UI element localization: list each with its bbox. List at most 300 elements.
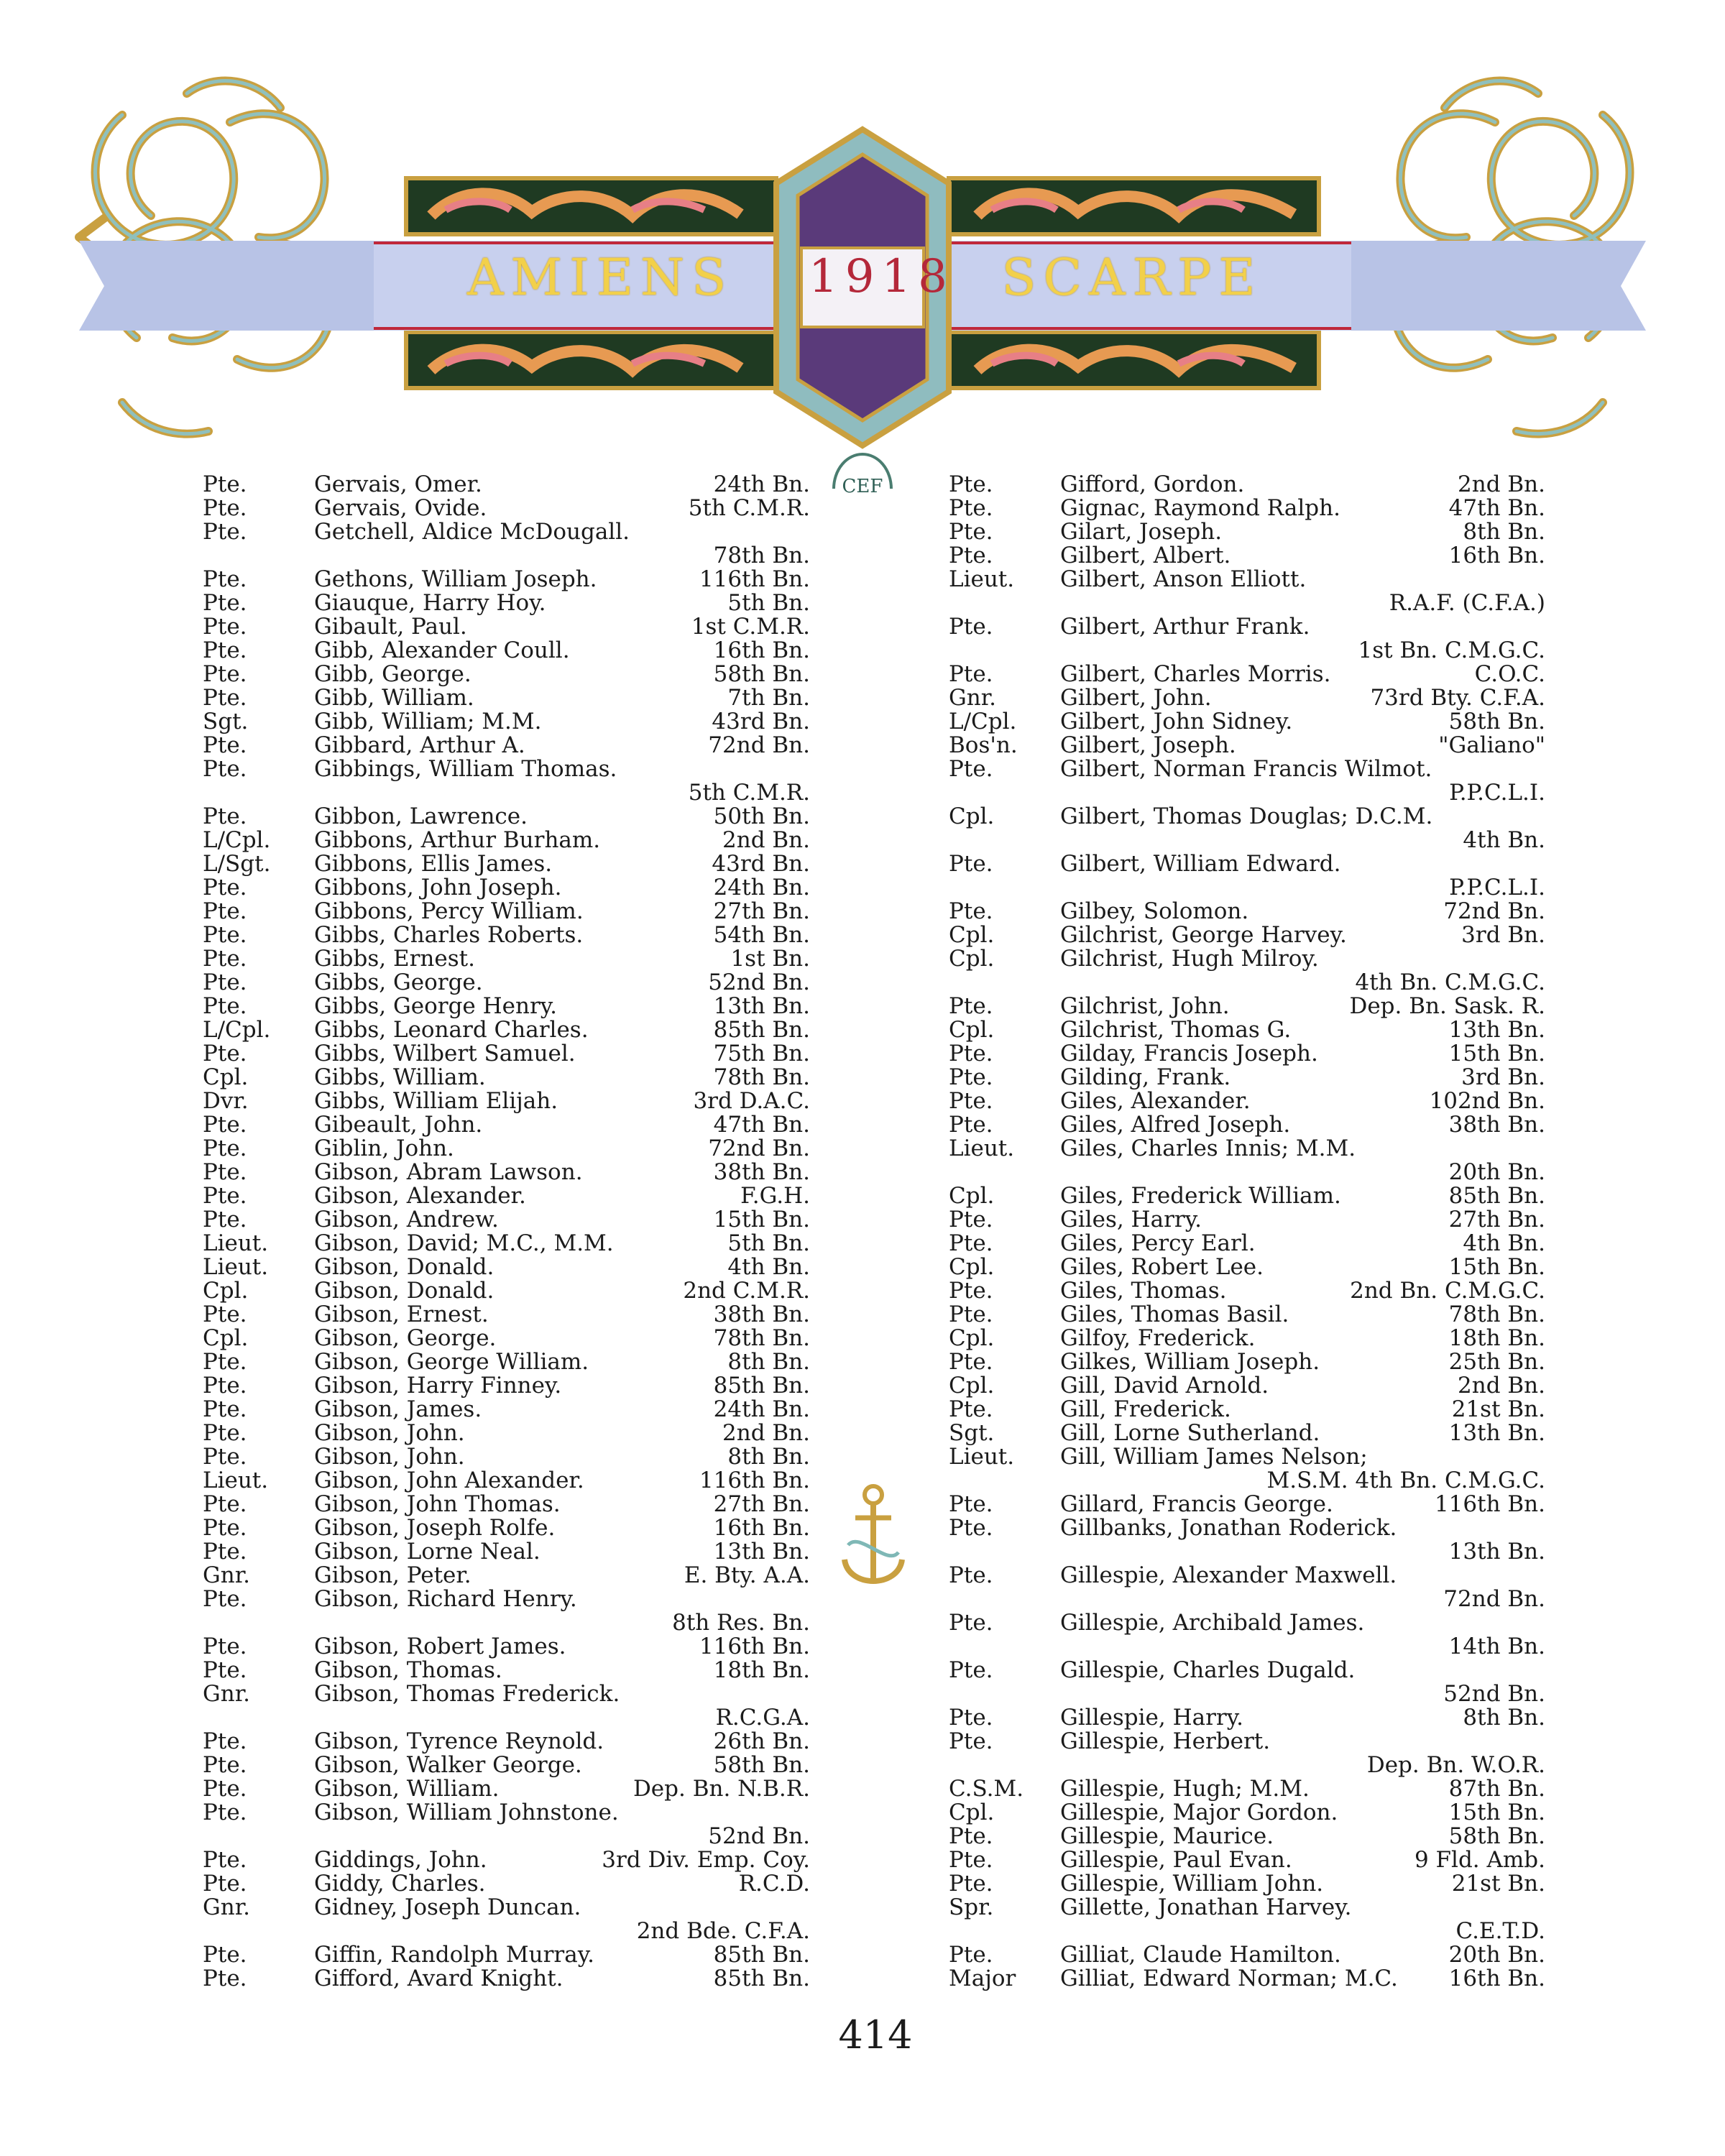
soldier-name: Giles, Thomas. — [1060, 1278, 1227, 1304]
roll-entry — [949, 1184, 1545, 1208]
soldier-name: Gibson, David; M.C., M.M. — [314, 1230, 614, 1256]
rank: Lieut. — [949, 1444, 1015, 1470]
soldier-name: Gervais, Ovide. — [314, 495, 487, 521]
unit: 8th Bn. — [727, 1444, 810, 1470]
unit: R.C.D. — [738, 1871, 810, 1897]
rank: Pte. — [203, 566, 247, 592]
rank: Sgt. — [203, 709, 249, 734]
unit: 20th Bn. — [1448, 1159, 1545, 1185]
soldier-name: Gibbings, William Thomas. — [314, 756, 617, 782]
leaf-panel-bottom-left — [406, 332, 776, 388]
roll-entry — [203, 995, 810, 1018]
unit: 72nd Bn. — [708, 732, 810, 758]
rank: Lieut. — [949, 1135, 1015, 1161]
rank: Pte. — [203, 471, 247, 497]
rank: Pte. — [949, 1278, 993, 1304]
unit: 2nd Bde. C.F.A. — [636, 1918, 810, 1944]
roll-entry-continuation — [949, 1469, 1545, 1493]
roll-entry — [203, 1635, 810, 1659]
rank: Pte. — [203, 803, 247, 829]
rank: Gnr. — [203, 1562, 250, 1588]
soldier-name: Gibb, William. — [314, 685, 474, 711]
roll-entry — [203, 852, 810, 876]
soldier-name: Gibson, Richard Henry. — [314, 1586, 577, 1612]
unit: 24th Bn. — [713, 1396, 810, 1422]
roll-entry-continuation — [203, 1611, 810, 1635]
rank: Pte. — [949, 1657, 993, 1683]
unit: C.E.T.D. — [1455, 1918, 1545, 1944]
unit: 78th Bn. — [713, 1064, 810, 1090]
unit: 3rd Div. Emp. Coy. — [602, 1847, 810, 1873]
soldier-name: Gibson, Harry Finney. — [314, 1373, 562, 1399]
unit: 4th Bn. C.M.G.C. — [1355, 969, 1545, 995]
unit: 38th Bn. — [713, 1302, 810, 1327]
soldier-name: Gibson, John. — [314, 1444, 465, 1470]
unit: E. Bty. A.A. — [684, 1562, 810, 1588]
roll-entry-continuation — [949, 1920, 1545, 1943]
rank: Pte. — [203, 685, 247, 711]
unit: 16th Bn. — [1448, 543, 1545, 568]
rank: Gnr. — [949, 685, 996, 711]
unit: 8th Bn. — [727, 1349, 810, 1375]
roll-entry — [203, 686, 810, 710]
roll-entry — [203, 1232, 810, 1256]
roll-entry — [203, 663, 810, 686]
roll-entry — [203, 568, 810, 591]
roll-entry — [949, 1398, 1545, 1422]
unit: 78th Bn. — [713, 1325, 810, 1351]
roll-entry — [203, 1943, 810, 1967]
unit: 75th Bn. — [713, 1041, 810, 1067]
unit: 16th Bn. — [713, 637, 810, 663]
soldier-name: Gibson, Peter. — [314, 1562, 472, 1588]
rank: Cpl. — [949, 1254, 995, 1280]
unit: 15th Bn. — [713, 1207, 810, 1233]
roll-entry — [949, 1896, 1545, 1920]
unit: 16th Bn. — [1448, 1966, 1545, 1991]
unit: 72nd Bn. — [1443, 1586, 1545, 1612]
unit: 52nd Bn. — [1443, 1681, 1545, 1707]
unit: 43rd Bn. — [712, 851, 810, 877]
soldier-name: Gibbon, Lawrence. — [314, 803, 528, 829]
soldier-name: Gilbert, John. — [1060, 685, 1212, 711]
roll-entry — [949, 734, 1545, 757]
roll-entry — [203, 1872, 810, 1896]
rank: Major — [949, 1966, 1016, 1991]
rank: Pte. — [203, 1776, 247, 1802]
roll-entry — [949, 995, 1545, 1018]
soldier-name: Gill, David Arnold. — [1060, 1373, 1269, 1399]
roll-entry — [949, 1777, 1545, 1801]
roll-entry-continuation — [203, 1706, 810, 1730]
rank: Pte. — [203, 519, 247, 545]
unit: C.O.C. — [1474, 661, 1545, 687]
rank: Pte. — [203, 1515, 247, 1541]
rank: Pte. — [203, 1847, 247, 1873]
roll-entry — [949, 923, 1545, 947]
unit: Dep. Bn. N.B.R. — [632, 1776, 810, 1802]
rank: Pte. — [203, 614, 247, 640]
soldier-name: Giddy, Charles. — [314, 1871, 486, 1897]
rank: Pte. — [949, 1562, 993, 1588]
roll-entry — [203, 1754, 810, 1777]
rank: Pte. — [203, 661, 247, 687]
soldier-name: Giblin, John. — [314, 1135, 454, 1161]
unit: 3rd Bn. — [1461, 922, 1545, 948]
soldier-name: Gibson, Thomas Frederick. — [314, 1681, 620, 1707]
rank: Cpl. — [949, 1325, 995, 1351]
unit: 5th C.M.R. — [688, 780, 810, 806]
unit: 116th Bn. — [699, 566, 810, 592]
soldier-name: Gilchrist, Thomas G. — [1060, 1017, 1292, 1043]
unit: 18th Bn. — [1448, 1325, 1545, 1351]
roll-entry — [203, 1161, 810, 1184]
soldier-name: Gibault, Paul. — [314, 614, 467, 640]
roll-entry — [203, 1445, 810, 1469]
roll-entry — [949, 1706, 1545, 1730]
unit: 3rd Bn. — [1461, 1064, 1545, 1090]
soldier-name: Gibson, John. — [314, 1420, 465, 1446]
unit: 21st Bn. — [1451, 1871, 1545, 1897]
rank: Dvr. — [203, 1088, 249, 1114]
rank: Pte. — [949, 1728, 993, 1754]
soldier-name: Giffin, Randolph Murray. — [314, 1942, 594, 1968]
unit: M.S.M. 4th Bn. C.M.G.C. — [1266, 1468, 1545, 1493]
soldier-name: Giddings, John. — [314, 1847, 487, 1873]
unit: 5th Bn. — [727, 590, 810, 616]
soldier-name: Gibbs, Wilbert Samuel. — [314, 1041, 576, 1067]
leaf-panel-top-left — [406, 178, 776, 234]
soldier-name: Gibson, Lorne Neal. — [314, 1539, 540, 1565]
rank: Pte. — [203, 590, 247, 616]
soldier-name: Gibson, Abram Lawson. — [314, 1159, 583, 1185]
unit: 4th Bn. — [1463, 1230, 1545, 1256]
unit: 20th Bn. — [1448, 1942, 1545, 1968]
roll-entry-continuation — [203, 544, 810, 568]
rank: Lieut. — [203, 1230, 269, 1256]
soldier-name: Gibson, John Thomas. — [314, 1491, 561, 1517]
unit: 58th Bn. — [1448, 709, 1545, 734]
roll-entry — [949, 1825, 1545, 1848]
roll-entry — [203, 1540, 810, 1564]
cef-monogram: CEF — [842, 476, 883, 497]
soldier-name: Gibson, Donald. — [314, 1254, 494, 1280]
rank: Cpl. — [203, 1064, 249, 1090]
unit: 52nd Bn. — [708, 969, 810, 995]
soldier-name: Gibbs, William. — [314, 1064, 486, 1090]
rank: Bos'n. — [949, 732, 1018, 758]
roll-entry — [203, 805, 810, 829]
rank: Pte. — [949, 1349, 993, 1375]
rank: Pte. — [203, 1942, 247, 1968]
roll-entry-continuation — [949, 1635, 1545, 1659]
soldier-name: Gignac, Raymond Ralph. — [1060, 495, 1340, 521]
rank: Cpl. — [203, 1278, 249, 1304]
unit: R.C.G.A. — [715, 1705, 810, 1731]
unit: 24th Bn. — [713, 471, 810, 497]
roll-entry — [203, 947, 810, 971]
roll-entry — [203, 734, 810, 757]
soldier-name: Gibbons, John Joseph. — [314, 875, 562, 900]
rank: Pte. — [203, 1041, 247, 1067]
roll-entry — [203, 1516, 810, 1540]
unit: 5th Bn. — [727, 1230, 810, 1256]
soldier-name: Gibbs, Charles Roberts. — [314, 922, 584, 948]
soldier-name: Gibson, John Alexander. — [314, 1468, 584, 1493]
unit: 24th Bn. — [713, 875, 810, 900]
roll-entry — [949, 852, 1545, 876]
soldier-name: Gill, Frederick. — [1060, 1396, 1231, 1422]
rank: Pte. — [949, 1871, 993, 1897]
unit: 1st Bn. C.M.G.C. — [1358, 637, 1545, 663]
soldier-name: Gibbs, William Elijah. — [314, 1088, 558, 1114]
roll-entry — [949, 1089, 1545, 1113]
roll-entry — [203, 757, 810, 781]
roll-entry — [203, 1018, 810, 1042]
roll-entry — [203, 1350, 810, 1374]
rank: Pte. — [203, 1491, 247, 1517]
unit: 2nd Bn. C.M.G.C. — [1350, 1278, 1545, 1304]
rank: Pte. — [949, 1396, 993, 1422]
roll-entry — [949, 1374, 1545, 1398]
rank: Pte. — [203, 1586, 247, 1612]
soldier-name: Gillespie, Harry. — [1060, 1705, 1243, 1731]
unit: 72nd Bn. — [708, 1135, 810, 1161]
roll-column-right — [949, 473, 1545, 1991]
roll-entry — [203, 1422, 810, 1445]
unit: P.P.C.L.I. — [1449, 780, 1545, 806]
soldier-name: Gillespie, William John. — [1060, 1871, 1324, 1897]
roll-entry — [949, 805, 1545, 829]
roll-entry — [203, 1042, 810, 1066]
soldier-name: Gibbons, Ellis James. — [314, 851, 553, 877]
rank: Pte. — [203, 898, 247, 924]
unit: 85th Bn. — [713, 1966, 810, 1991]
rank: Pte. — [203, 1539, 247, 1565]
roll-entry — [203, 876, 810, 900]
roll-entry-continuation — [949, 876, 1545, 900]
soldier-name: Gibson, Tyrence Reynold. — [314, 1728, 604, 1754]
unit: 47th Bn. — [713, 1112, 810, 1138]
unit: 14th Bn. — [1448, 1634, 1545, 1659]
soldier-name: Giles, Thomas Basil. — [1060, 1302, 1289, 1327]
unit: 116th Bn. — [699, 1468, 810, 1493]
unit: 85th Bn. — [1448, 1183, 1545, 1209]
unit: 85th Bn. — [713, 1017, 810, 1043]
roll-entry — [203, 1398, 810, 1422]
rank: Pte. — [949, 1823, 993, 1849]
soldier-name: Gilbert, Anson Elliott. — [1060, 566, 1307, 592]
soldier-name: Gervais, Omer. — [314, 471, 482, 497]
rank: Gnr. — [203, 1894, 250, 1920]
roll-entry-continuation — [949, 1588, 1545, 1611]
unit: 2nd C.M.R. — [683, 1278, 810, 1304]
rank: Pte. — [949, 471, 993, 497]
rank: Pte. — [203, 993, 247, 1019]
rank: Pte. — [949, 1230, 993, 1256]
soldier-name: Gilbert, John Sidney. — [1060, 709, 1293, 734]
rank: Pte. — [203, 946, 247, 972]
rank: Pte. — [203, 1112, 247, 1138]
unit: 18th Bn. — [713, 1657, 810, 1683]
rank: Pte. — [949, 1088, 993, 1114]
roll-entry — [949, 520, 1545, 544]
soldier-name: Gibson, Walker George. — [314, 1752, 582, 1778]
rank: Pte. — [949, 851, 993, 877]
roll-entry — [203, 1137, 810, 1161]
rank: L/Sgt. — [203, 851, 271, 877]
rank: Pte. — [203, 1752, 247, 1778]
unit: 27th Bn. — [713, 898, 810, 924]
roll-entry-continuation — [949, 829, 1545, 852]
header-ornament — [0, 0, 1725, 489]
rank: Pte. — [203, 1634, 247, 1659]
unit: 4th Bn. — [1463, 827, 1545, 853]
soldier-name: Gilchrist, John. — [1060, 993, 1230, 1019]
rank: Pte. — [203, 875, 247, 900]
unit: 78th Bn. — [1448, 1302, 1545, 1327]
soldier-name: Gilliat, Claude Hamilton. — [1060, 1942, 1341, 1968]
roll-entry — [949, 1872, 1545, 1896]
rank: Pte. — [949, 519, 993, 545]
roll-entry — [203, 1066, 810, 1089]
rank: Pte. — [949, 661, 993, 687]
roll-entry — [203, 1777, 810, 1801]
rank: Pte. — [949, 614, 993, 640]
rank: L/Cpl. — [949, 709, 1017, 734]
rank: Pte. — [949, 756, 993, 782]
soldier-name: Gibb, George. — [314, 661, 472, 687]
roll-entry-continuation — [949, 1754, 1545, 1777]
roll-entry — [203, 1659, 810, 1682]
rank: Cpl. — [949, 1017, 995, 1043]
unit: 2nd Bn. — [722, 827, 810, 853]
soldier-name: Giles, Charles Innis; M.M. — [1060, 1135, 1356, 1161]
unit: 8th Bn. — [1463, 1705, 1545, 1731]
rank: Sgt. — [949, 1420, 995, 1446]
roll-entry — [203, 1848, 810, 1872]
roll-entry — [203, 1493, 810, 1516]
leaf-panel-bottom-right — [949, 332, 1319, 388]
unit: 13th Bn. — [713, 993, 810, 1019]
roll-entry — [203, 1730, 810, 1754]
rank: Pte. — [949, 1705, 993, 1731]
roll-entry — [949, 1516, 1545, 1540]
soldier-name: Gibson, Thomas. — [314, 1657, 502, 1683]
soldier-name: Gibeault, John. — [314, 1112, 483, 1138]
roll-entry — [203, 1564, 810, 1588]
rank: Lieut. — [949, 566, 1015, 592]
unit: 2nd Bn. — [1458, 471, 1545, 497]
rank: Cpl. — [949, 922, 995, 948]
roll-entry — [949, 1801, 1545, 1825]
soldier-name: Gibson, William Johnstone. — [314, 1800, 619, 1825]
soldier-name: Gillard, Francis George. — [1060, 1491, 1333, 1517]
rank: Pte. — [949, 1515, 993, 1541]
soldier-name: Gill, Lorne Sutherland. — [1060, 1420, 1320, 1446]
unit: 38th Bn. — [1448, 1112, 1545, 1138]
unit: 58th Bn. — [713, 1752, 810, 1778]
rank: Pte. — [203, 1728, 247, 1754]
roll-entry — [949, 663, 1545, 686]
roll-entry — [949, 473, 1545, 497]
roll-entry — [949, 1611, 1545, 1635]
rank: Pte. — [203, 1183, 247, 1209]
soldier-name: Gibb, Alexander Coull. — [314, 637, 570, 663]
unit: 58th Bn. — [1448, 1823, 1545, 1849]
roll-entry — [949, 1943, 1545, 1967]
soldier-name: Giles, Alexander. — [1060, 1088, 1251, 1114]
soldier-name: Gibson, James. — [314, 1396, 482, 1422]
unit: Dep. Bn. Sask. R. — [1349, 993, 1545, 1019]
rank: Pte. — [949, 1847, 993, 1873]
roll-entry — [203, 1256, 810, 1279]
roll-entry — [203, 1967, 810, 1991]
roll-entry-continuation — [949, 781, 1545, 805]
soldier-name: Gibson, William. — [314, 1776, 500, 1802]
soldier-name: Gillespie, Hugh; M.M. — [1060, 1776, 1310, 1802]
unit: 1st C.M.R. — [691, 614, 810, 640]
unit: F.G.H. — [740, 1183, 810, 1209]
rank: Pte. — [203, 732, 247, 758]
soldier-name: Gilfoy, Frederick. — [1060, 1325, 1256, 1351]
roll-entry — [203, 1208, 810, 1232]
leaf-panel-top-right — [949, 178, 1319, 234]
rank: L/Cpl. — [203, 827, 271, 853]
roll-entry — [949, 568, 1545, 591]
soldier-name: Gilchrist, George Harvey. — [1060, 922, 1347, 948]
rank: Cpl. — [949, 803, 995, 829]
rank: Lieut. — [203, 1468, 269, 1493]
roll-entry — [949, 615, 1545, 639]
rank: Pte. — [203, 1135, 247, 1161]
unit: 15th Bn. — [1448, 1800, 1545, 1825]
soldier-name: Giauque, Harry Hoy. — [314, 590, 546, 616]
roll-entry — [203, 923, 810, 947]
unit: "Galiano" — [1438, 732, 1545, 758]
rank: Pte. — [949, 1610, 993, 1636]
rank: Pte. — [949, 1491, 993, 1517]
soldier-name: Gilbert, William Edward. — [1060, 851, 1341, 877]
unit: 7th Bn. — [727, 685, 810, 711]
roll-entry — [949, 1208, 1545, 1232]
roll-entry-continuation — [949, 1682, 1545, 1706]
rank: Cpl. — [949, 1800, 995, 1825]
unit: 25th Bn. — [1448, 1349, 1545, 1375]
unit: 26th Bn. — [713, 1728, 810, 1754]
roll-entry — [949, 1113, 1545, 1137]
rank: Pte. — [203, 969, 247, 995]
rank: Pte. — [203, 1207, 247, 1233]
soldier-name: Giles, Harry. — [1060, 1207, 1202, 1233]
rank: Pte. — [949, 1112, 993, 1138]
roll-entry — [203, 710, 810, 734]
soldier-name: Gilbert, Thomas Douglas; D.C.M. — [1060, 803, 1433, 829]
unit: 21st Bn. — [1451, 1396, 1545, 1422]
soldier-name: Gifford, Gordon. — [1060, 471, 1245, 497]
soldier-name: Gilding, Frank. — [1060, 1064, 1231, 1090]
roll-entry — [949, 1327, 1545, 1350]
rank: Pte. — [203, 1966, 247, 1991]
roll-entry — [949, 1137, 1545, 1161]
unit: 58th Bn. — [713, 661, 810, 687]
soldier-name: Gibson, Ernest. — [314, 1302, 489, 1327]
roll-entry — [203, 497, 810, 520]
unit: 78th Bn. — [713, 543, 810, 568]
unit: 1st Bn. — [730, 946, 810, 972]
unit: 13th Bn. — [1448, 1017, 1545, 1043]
rank: Pte. — [203, 1444, 247, 1470]
